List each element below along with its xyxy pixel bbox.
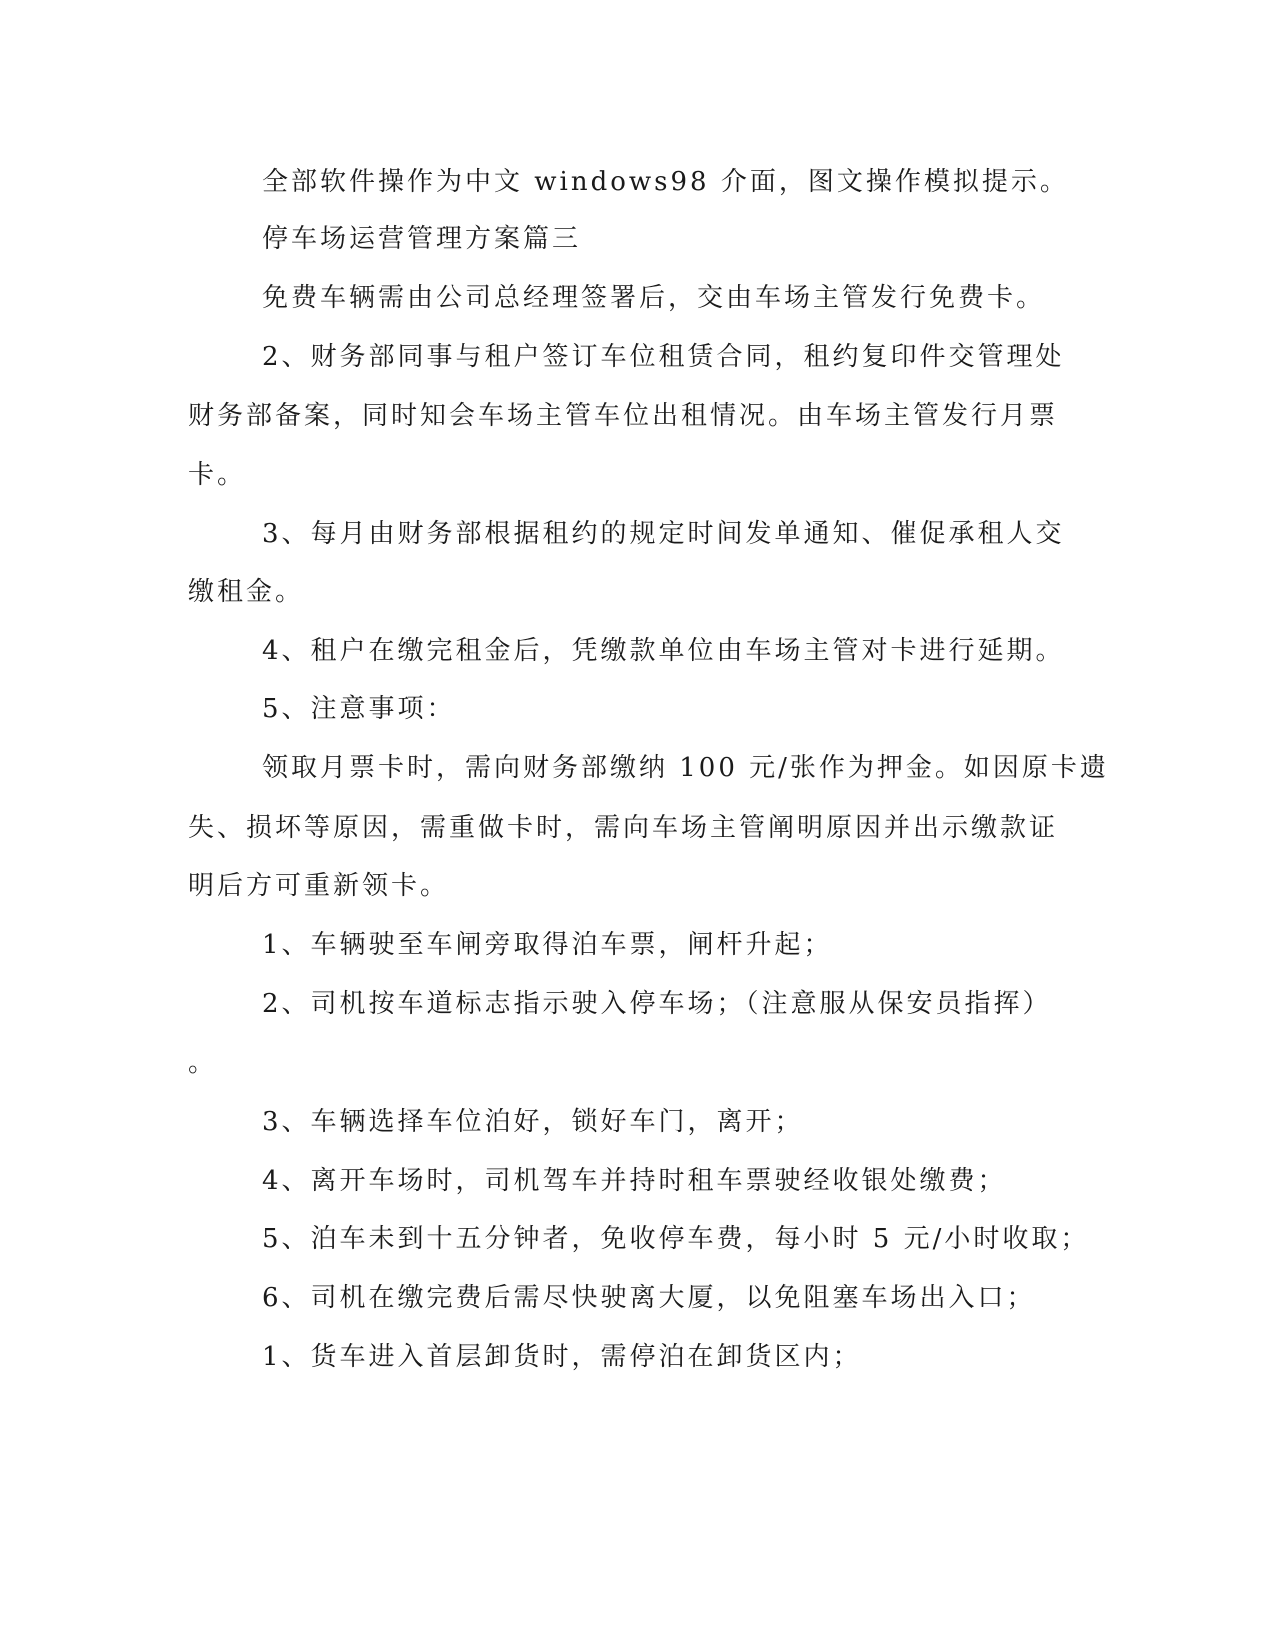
paragraph-line: 明后方可重新领卡。 [188, 871, 450, 901]
paragraph-line: 4、租户在缴完租金后，凭缴款单位由车场主管对卡进行延期。 [262, 636, 1065, 666]
paragraph-line: 2、司机按车道标志指示驶入停车场；（注意服从保安员指挥） [262, 989, 1052, 1019]
paragraph-line: 2、财务部同事与租户签订车位租赁合同，租约复印件交管理处 [262, 342, 1065, 372]
paragraph-line: 缴租金。 [188, 577, 305, 607]
paragraph-line: 财务部备案，同时知会车场主管车位出租情况。由车场主管发行月票 [188, 401, 1059, 431]
paragraph-line: 领取月票卡时，需向财务部缴纳 100 元/张作为押金。如因原卡遗 [262, 753, 1109, 783]
paragraph-line: 4、离开车场时，司机驾车并持时租车票驶经收银处缴费； [262, 1166, 1007, 1196]
paragraph-line: 3、车辆选择车位泊好，锁好车门，离开； [262, 1107, 804, 1137]
paragraph-line: 。 [188, 1048, 218, 1078]
paragraph-line: 6、司机在缴完费后需尽快驶离大厦，以免阻塞车场出入口； [262, 1283, 1036, 1313]
paragraph-line: 1、车辆驶至车闸旁取得泊车票，闸杆升起； [262, 930, 833, 960]
paragraph-line: 1、货车进入首层卸货时，需停泊在卸货区内； [262, 1342, 862, 1372]
paragraph-line: 5、注意事项： [262, 694, 456, 724]
section-heading: 停车场运营管理方案篇三 [262, 224, 582, 254]
paragraph-line: 免费车辆需由公司总经理签署后，交由车场主管发行免费卡。 [262, 283, 1046, 313]
paragraph-line: 失、损坏等原因，需重做卡时，需向车场主管阐明原因并出示缴款证 [188, 813, 1059, 843]
paragraph-line: 全部软件操作为中文 windows98 介面，图文操作模拟提示。 [262, 167, 1069, 197]
paragraph-line: 卡。 [188, 460, 247, 490]
paragraph-line: 3、每月由财务部根据租约的规定时间发单通知、催促承租人交 [262, 519, 1065, 549]
paragraph-line: 5、泊车未到十五分钟者，免收停车费，每小时 5 元/小时收取； [262, 1224, 1090, 1254]
